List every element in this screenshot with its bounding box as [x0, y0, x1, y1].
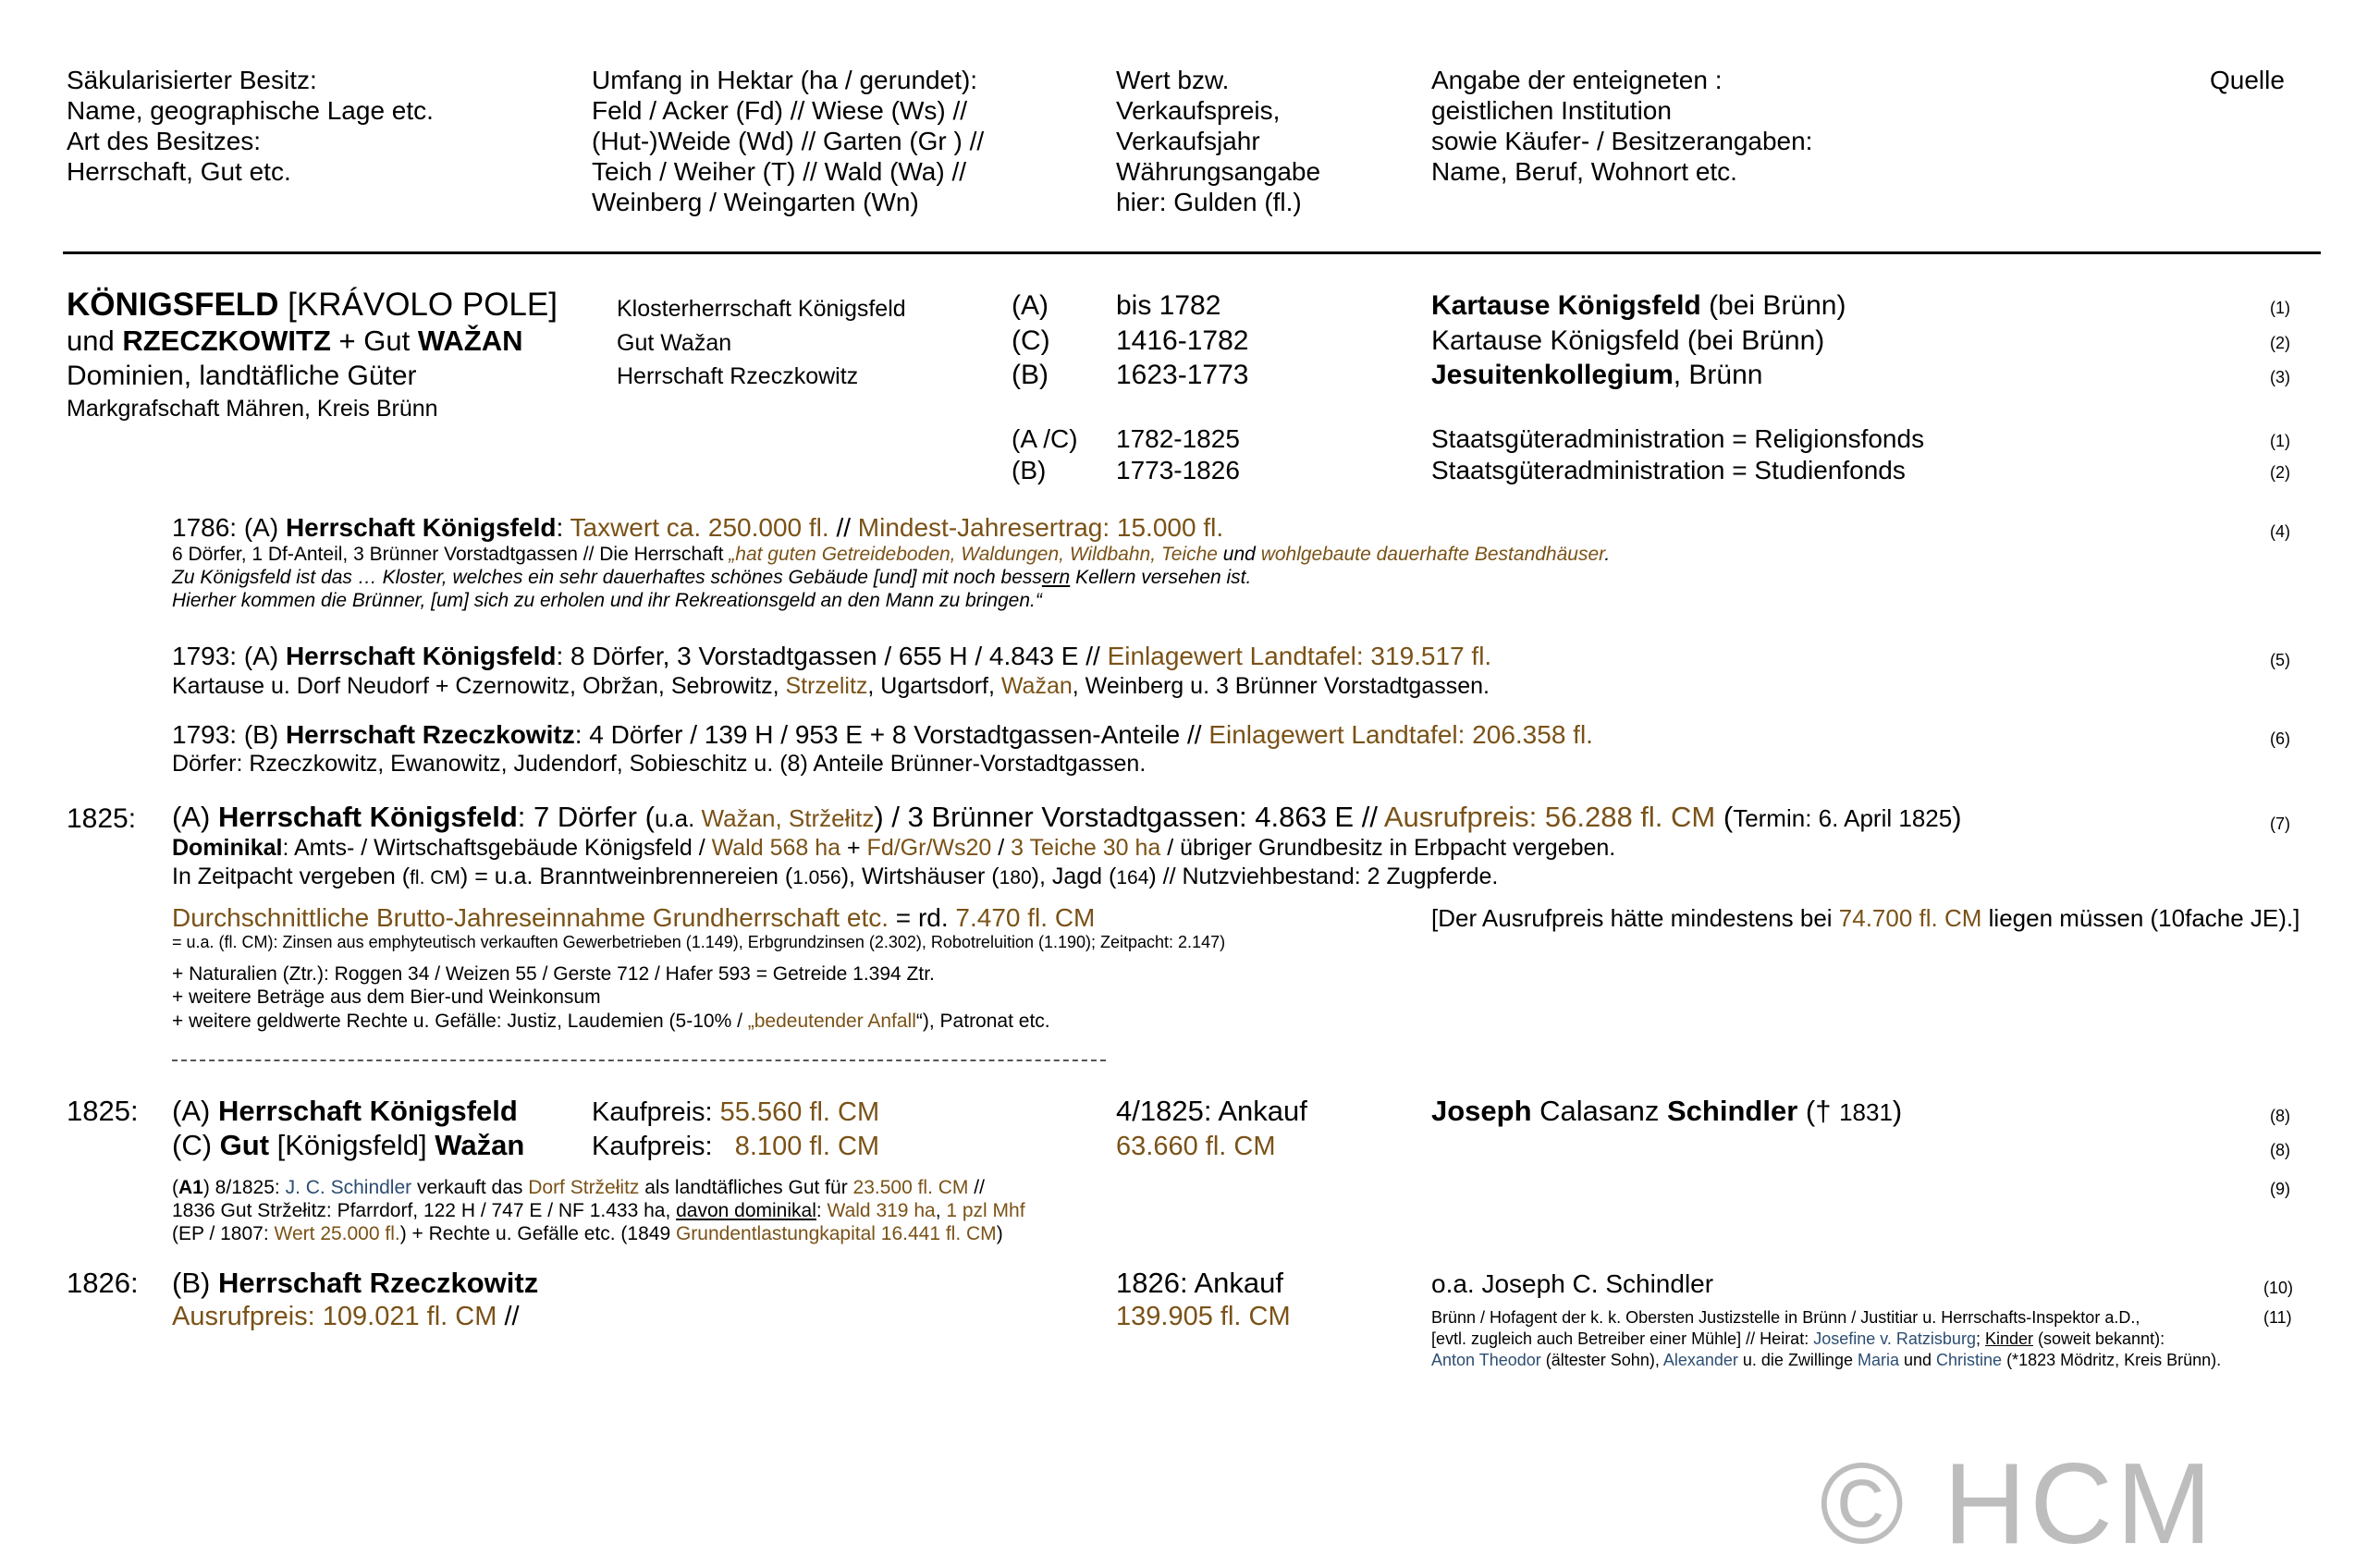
text: „hat guten Getreideboden, Waldungen, Wildbahn, Teiche: [729, 544, 1218, 565]
purchase-estate-a: [172, 1095, 518, 1128]
text: Kellern versehen ist.: [1070, 567, 1252, 588]
text: Kartause u. Dorf Neudorf + Czernowitz, Obržan, Sebrowitz,: [172, 673, 786, 699]
entry-1786-line: [172, 566, 1251, 589]
buyer: o.a. Joseph C. Schindler: [1431, 1269, 1714, 1298]
text: Herrschaft Königsfeld: [285, 642, 557, 670]
text: :: [556, 513, 570, 542]
text: Wald 319 ha: [827, 1200, 936, 1221]
header-line: Weinberg / Weingarten (Wn): [592, 188, 919, 216]
text: ) / 3 Brünner Vorstadtgassen: 4.863 E //: [874, 801, 1384, 833]
source-ref: (10): [2263, 1279, 2294, 1297]
text: Staatsgüteradministration = Religionsfonds: [1431, 424, 1925, 453]
text: //: [828, 513, 858, 542]
text: , Weinberg u. 3 Brünner Vorstadtgassen.: [1072, 673, 1490, 699]
text: Herrschaft Königsfeld: [285, 513, 557, 542]
source-ref: (7): [2270, 815, 2290, 833]
source-ref: (6): [2270, 729, 2290, 748]
text: Ausrufpreis: 56.288 fl. CM: [1383, 801, 1716, 833]
text: Christine: [1936, 1351, 2003, 1369]
text: Zu Königsfeld ist das … Kloster, welches ein sehr dauerhaftes schönes Gebäude [und] mit noch bess: [172, 567, 1042, 588]
text: und: [67, 325, 123, 357]
text: WAŽAN: [417, 325, 523, 357]
text: als landtäfliches Gut für: [639, 1177, 853, 1198]
estate-part: Klosterherrschaft Königsfeld: [617, 296, 906, 322]
text: : Amts- / Wirtschaftsgebäude Königsfeld /: [282, 835, 712, 861]
text: Maria: [1857, 1351, 1899, 1369]
text: (A): [172, 1095, 218, 1127]
auction-price-1826: [172, 1301, 520, 1332]
source-ref: (8): [2270, 1141, 2290, 1159]
text: ): [1892, 1095, 1903, 1127]
text: Anton Theodor: [1431, 1351, 1541, 1369]
text: 1836 Gut Stržełitz: Pfarrdorf, 122 H / 747 E / NF 1.433 ha,: [172, 1200, 677, 1221]
text: Taxwert ca. 250.000 fl.: [570, 513, 829, 542]
dashed-separator: [172, 1060, 1106, 1061]
header-line: Art des Besitzes:: [67, 127, 262, 155]
text: [Königsfeld]: [269, 1129, 435, 1161]
text: ) 8/1825:: [202, 1177, 286, 1198]
text: / übriger Grundbesitz in Erbpacht vergeben.: [1160, 835, 1616, 861]
text: Mindest-Jahresertrag: 15.000 fl.: [857, 513, 1224, 542]
text: A1: [178, 1177, 203, 1198]
text: 8.100 fl. CM: [734, 1132, 880, 1161]
header-col-value: [1116, 65, 1320, 217]
text: (EP / 1807:: [172, 1223, 275, 1244]
text: 1793: (B): [172, 720, 286, 749]
natural-income: + Naturalien (Ztr.): Roggen 34 / Weizen 55 / Gerste 712 / Hafer 593 = Getreide 1.394 Ztr.: [172, 963, 935, 985]
header-line: Name, Beruf, Wohnort etc.: [1431, 157, 1737, 186]
text: liegen müssen (10fache JE).]: [1981, 904, 2300, 932]
text: Kartause Königsfeld: [1431, 290, 1701, 321]
text: Kartause Königsfeld (bei Brünn): [1431, 325, 1825, 356]
text: Herrschaft Königsfeld: [217, 801, 518, 833]
text: 1831: [1839, 1098, 1893, 1126]
entry-1786-line: [172, 543, 1610, 566]
text: (ältester Sohn),: [1540, 1351, 1663, 1369]
text: Calasanz: [1531, 1095, 1667, 1127]
text: Wald 568 ha: [711, 835, 841, 861]
text: (bei Brünn): [1700, 290, 1846, 321]
text: Josefine v. Ratzisburg: [1813, 1329, 1976, 1348]
ownership-code: (B): [1012, 456, 1047, 484]
text: RZECZKOWITZ: [122, 325, 331, 357]
text: Einlagewert Landtafel: 319.517 fl.: [1107, 642, 1492, 670]
text: Wažan, Stržełitz: [701, 804, 875, 832]
estate-type: Dominien, landtäfliche Güter: [67, 361, 417, 391]
text: (†: [1797, 1095, 1840, 1127]
text: [Der Ausrufpreis hätte mindestens bei: [1431, 904, 1839, 932]
header-line: hier: Gulden (fl.): [1116, 188, 1302, 216]
purchase-note: [172, 1199, 1025, 1222]
text: 23.500 fl. CM: [852, 1177, 969, 1198]
header-line: sowie Käufer- / Besitzerangaben:: [1431, 127, 1813, 155]
text: „bedeutender Anfall: [747, 1011, 916, 1032]
text: (*1823 Mödritz, Kreis Brünn).: [2002, 1351, 2222, 1369]
header-col-source: Quelle: [2210, 66, 2285, 94]
buyer: [1431, 1095, 1902, 1129]
text: und: [1898, 1351, 1937, 1369]
text: Joseph: [1431, 1095, 1532, 1127]
text: ), Jagd (: [1031, 864, 1117, 889]
estate-alt-name: [KRÁVOLO POLE]: [278, 287, 558, 323]
entry-1793b-heading: [172, 719, 1593, 750]
text: 7.470 fl. CM: [955, 903, 1096, 932]
text: Termin: 6. April 1825: [1733, 804, 1953, 832]
header-line: Verkaufsjahr: [1116, 127, 1260, 155]
text: “), Patronat etc.: [915, 1011, 1050, 1032]
source-ref: (2): [2270, 334, 2290, 352]
header-col-institution: [1431, 65, 1812, 187]
header-line: Verkaufspreis,: [1116, 96, 1281, 125]
header-line: Umfang in Hektar (ha / gerundet):: [592, 66, 978, 94]
text: davon dominikal: [676, 1200, 816, 1221]
text: : 8 Dörfer, 3 Vorstadtgassen / 655 H / 4.843 E //: [556, 642, 1108, 670]
text: ;: [1975, 1329, 1985, 1348]
header-line: Name, geographische Lage etc.: [67, 96, 434, 125]
text: Grundentlastungkapital 16.441 fl. CM: [675, 1223, 997, 1244]
header-line: Wert bzw.: [1116, 66, 1230, 94]
text: :: [816, 1200, 828, 1221]
text: Jesuitenkollegium: [1431, 360, 1674, 390]
text: Einlagewert Landtafel: 206.358 fl.: [1208, 720, 1593, 749]
text: //: [968, 1177, 985, 1198]
text: 1.056: [792, 867, 841, 888]
entry-1786-line: Hierher kommen die Brünner, [um] sich zu erholen und ihr Rekreationsgeld an den Mann zu bringen.“: [172, 590, 1042, 611]
ownership-period: bis 1782: [1116, 290, 1221, 321]
ownership-owner: [1431, 290, 1846, 321]
header-line: Herrschaft, Gut etc.: [67, 157, 291, 186]
text: verkauft das: [411, 1177, 529, 1198]
text: 3 Teiche 30 ha: [1011, 835, 1161, 861]
entry-1826-heading: [172, 1267, 538, 1300]
purchase-estate-c: [172, 1129, 524, 1162]
text: Strzelitz: [785, 673, 868, 699]
income-breakdown: = u.a. (fl. CM): Zinsen aus emphyteutisch verkauften Gewerbetrieben (1.149), Erbgrundzinsen (2.302), Robotreluition (1.190); Zeitpacht: 2.147): [172, 933, 1226, 951]
text: Fd/Gr/Ws20: [866, 835, 992, 861]
header-line: Säkularisierter Besitz:: [67, 66, 317, 94]
source-ref: (1): [2270, 432, 2290, 450]
purchase-note: [172, 1222, 1003, 1245]
entry-1793a-line: [172, 672, 1490, 700]
text: 6 Dörfer, 1 Df-Anteil, 3 Brünner Vorstadtgassen // Die Herrschaft: [172, 544, 730, 565]
text: Wažan: [1000, 673, 1073, 699]
text: //: [497, 1302, 520, 1331]
estate-name: KÖNIGSFELD: [67, 287, 279, 323]
text: + weitere geldwerte Rechte u. Gefälle: Justiz, Laudemien (5-10% /: [172, 1011, 748, 1032]
purchase-note: [172, 1176, 985, 1199]
ownership-code: (C): [1012, 325, 1050, 356]
text: Dominikal: [172, 835, 283, 861]
ownership-owner: [1431, 423, 1924, 454]
year-label: 1826:: [67, 1267, 139, 1299]
text: Kinder: [1984, 1329, 2033, 1348]
ownership-owner: [1431, 360, 1762, 390]
text: + Gut: [330, 325, 418, 357]
source-ref: (1): [2270, 299, 2290, 317]
text: +: [840, 835, 867, 861]
text: : 7 Dörfer (: [517, 801, 655, 833]
header-line: Angabe der enteigneten :: [1431, 66, 1723, 94]
header-line: Feld / Acker (Fd) // Wiese (Ws) //: [592, 96, 968, 125]
text: Gut: [219, 1129, 270, 1161]
text: Dorf Stržełitz: [528, 1177, 640, 1198]
entry-1793b-line: Dörfer: Rzeczkowitz, Ewanowitz, Judendorf, Sobieschitz u. (8) Anteile Brünner-Vorstadtgassen.: [172, 751, 1147, 777]
text: Schindler: [1667, 1095, 1798, 1127]
text: wohlgebaute dauerhafte Bestandhäuser: [1260, 544, 1605, 565]
purchase-total: 63.660 fl. CM: [1116, 1132, 1276, 1161]
header-line: Teich / Weiher (T) // Wald (Wa) //: [592, 157, 967, 186]
text: (soweit bekannt):: [2033, 1329, 2165, 1348]
text: 164: [1116, 867, 1149, 888]
text: 74.700 fl. CM: [1838, 904, 1982, 932]
text: [evtl. zugleich auch Betreiber einer Mühle] // Heirat:: [1431, 1329, 1814, 1348]
buyer-details: [1431, 1329, 2165, 1349]
entry-1786-heading: [172, 512, 1223, 543]
text: , Brünn: [1673, 360, 1763, 390]
header-col-property: [67, 65, 434, 187]
text: (B): [172, 1267, 218, 1299]
text: 180: [999, 867, 1032, 888]
ownership-period: 1416-1782: [1116, 325, 1249, 356]
text: u.a.: [654, 804, 702, 832]
ownership-period: 1623-1773: [1116, 360, 1249, 390]
ownership-owner: [1431, 325, 1824, 356]
text: Wert 25.000 fl.: [274, 1223, 400, 1244]
text: ): [996, 1223, 1003, 1244]
text: Herrschaft Rzeczkowitz: [285, 720, 575, 749]
source-ref: (5): [2270, 651, 2290, 669]
year-label: 1825:: [67, 1095, 139, 1127]
header-line: Währungsangabe: [1116, 157, 1321, 186]
text: 1786: (A): [172, 513, 286, 542]
ownership-code: (B): [1012, 360, 1049, 390]
text: und: [1217, 544, 1261, 565]
text: /: [991, 835, 1012, 861]
purchase-date: 1826: Ankauf: [1116, 1267, 1283, 1299]
text: J. C. Schindler: [285, 1177, 412, 1198]
year-label: 1825:: [67, 803, 137, 834]
text: fl. CM: [410, 867, 460, 888]
source-ref: (9): [2270, 1180, 2290, 1198]
text: (A): [172, 801, 218, 833]
text: (C): [172, 1129, 220, 1161]
ownership-period: 1773-1826: [1116, 456, 1240, 484]
entry-1793a-heading: [172, 641, 1491, 671]
text: Kaufpreis:: [592, 1097, 720, 1127]
estate-subtitle: [67, 325, 523, 358]
text: ,: [935, 1200, 947, 1221]
price-note: [1431, 904, 2300, 932]
estate-title: [67, 287, 558, 324]
text: Kaufpreis:: [592, 1132, 735, 1161]
text: Wažan: [435, 1129, 525, 1161]
estate-part: Gut Wažan: [617, 330, 732, 356]
header-line: geistlichen Institution: [1431, 96, 1672, 125]
copyright-watermark: © HCM: [1820, 1440, 2216, 1568]
source-ref: (2): [2270, 463, 2290, 482]
estate-part: Herrschaft Rzeczkowitz: [617, 363, 859, 389]
header-col-area: [592, 65, 984, 217]
rights-income: [172, 1010, 1050, 1033]
ownership-code: (A /C): [1012, 424, 1078, 453]
purchase-date: 4/1825: Ankauf: [1116, 1095, 1307, 1127]
text: ): [1952, 801, 1962, 833]
text: Staatsgüteradministration = Studienfonds: [1431, 456, 1906, 484]
text: (: [172, 1177, 178, 1198]
header-line: (Hut-)Weide (Wd) // Garten (Gr ) //: [592, 127, 985, 155]
entry-1825-line: [172, 863, 1498, 892]
text: ) = u.a. Branntweinbrennereien (: [460, 864, 793, 889]
text: : 4 Dörfer / 139 H / 953 E + 8 Vorstadtgassen-Anteile //: [574, 720, 1209, 749]
text: ) + Rechte u. Gefälle etc. (1849: [399, 1223, 676, 1244]
text: (: [1715, 801, 1734, 833]
text: , Ugartsdorf,: [867, 673, 1001, 699]
purchase-price-1826: 139.905 fl. CM: [1116, 1302, 1291, 1331]
ownership-code: (A): [1012, 290, 1049, 321]
ownership-period: 1782-1825: [1116, 424, 1240, 453]
text: Ausrufpreis: 109.021 fl. CM: [172, 1302, 497, 1331]
text: 1793: (A): [172, 642, 286, 670]
other-income: + weitere Beträge aus dem Bier-und Weinkonsum: [172, 986, 601, 1008]
text: Herrschaft Rzeczkowitz: [217, 1267, 539, 1299]
ownership-owner: [1431, 455, 1906, 485]
purchase-price-a: [592, 1096, 879, 1128]
source-ref: (3): [2270, 368, 2290, 386]
text: Durchschnittliche Brutto-Jahreseinnahme Grundherrschaft etc.: [172, 903, 889, 932]
text: ) // Nutzviehbestand: 2 Zugpferde.: [1148, 864, 1499, 889]
text: 1 pzl Mhf: [946, 1200, 1025, 1221]
text: 55.560 fl. CM: [719, 1097, 880, 1127]
text: Herrschaft Königsfeld: [217, 1095, 518, 1127]
source-ref: (11): [2263, 1308, 2292, 1327]
text: .: [1604, 544, 1611, 565]
text: u. die Zwillinge: [1737, 1351, 1858, 1369]
text: Alexander: [1662, 1351, 1738, 1369]
estate-location: Markgrafschaft Mähren, Kreis Brünn: [67, 396, 438, 422]
text: ern: [1041, 567, 1071, 588]
avg-revenue: [172, 902, 1095, 933]
header-divider: [63, 251, 2321, 254]
buyer-details: [1431, 1350, 2221, 1370]
source-ref: (4): [2270, 522, 2290, 541]
source-ref: (8): [2270, 1107, 2290, 1125]
purchase-price-c: [592, 1131, 879, 1162]
text: = rd.: [889, 903, 956, 932]
entry-1825-line: [172, 834, 1615, 862]
text: ), Wirtshäuser (: [840, 864, 1000, 889]
text: In Zeitpacht vergeben (: [172, 864, 411, 889]
entry-1825-heading: [172, 801, 1962, 835]
buyer-details: Brünn / Hofagent der k. k. Obersten Justizstelle in Brünn / Justitiar u. Herrschafts-Inspektor a.D.,: [1431, 1308, 2140, 1327]
